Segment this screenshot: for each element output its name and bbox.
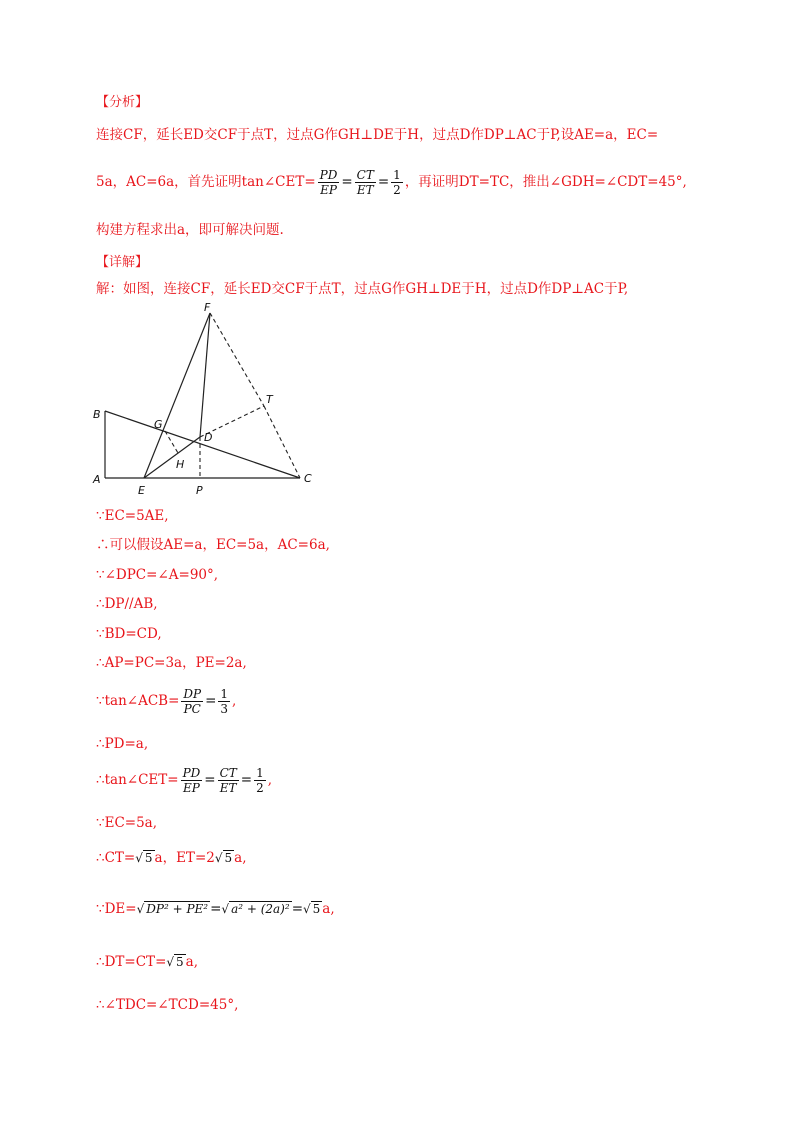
detail-intro: 解：如图，连接CF，延长ED交CF于点T，过点G作GH⊥DE于H，过点D作DP⊥AC于P, (96, 281, 629, 297)
fraction-numerator: 1 (393, 168, 401, 182)
label-g: G (154, 418, 163, 431)
sqrt-five: √ 5 (214, 851, 233, 865)
fraction-one-third (218, 687, 230, 716)
label-h: H (176, 458, 185, 471)
radicand: 5 (312, 902, 321, 916)
step-9-start: ∴tan∠CET= (96, 772, 179, 788)
fraction-numerator: PD (319, 168, 338, 182)
fraction-denominator: ET (356, 183, 374, 197)
step-11-start: ∴CT= (96, 850, 136, 866)
fraction-numerator: CT (356, 168, 374, 182)
geometry-figure (92, 300, 332, 500)
fraction-numerator: CT (219, 766, 237, 780)
analysis-line-2 (96, 168, 687, 197)
step-7 (96, 687, 236, 716)
label-c: C (304, 472, 312, 485)
equals-sign: = (291, 901, 303, 917)
analysis-line-3: 构建方程求出a，即可解决问题. (96, 222, 284, 238)
equals-sign: = (240, 772, 253, 788)
equals-sign: = (210, 901, 222, 917)
step-11-end: a, (234, 850, 247, 866)
segment-fd (200, 313, 210, 437)
step-12 (96, 903, 335, 917)
sqrt-five: √ 5 (303, 902, 321, 916)
step-2: ∴可以假设AE=a，EC=5a，AC=6a, (96, 537, 330, 553)
step-1: ∵EC=5AE, (96, 508, 169, 524)
sqrt-five: √ 5 (135, 851, 153, 865)
radicand: a² + (2a)² (231, 902, 290, 916)
step-8: ∴PD=a, (96, 736, 149, 752)
fraction-numerator: 1 (256, 766, 264, 780)
fraction-numerator: DP (183, 687, 202, 701)
step-14: ∴∠TDC=∠TCD=45°, (96, 997, 239, 1013)
sqrt-five: √ 5 (166, 955, 184, 969)
step-11 (96, 852, 246, 866)
analysis-line-2-start: 5a，AC=6a，首先证明tan∠CET= (96, 174, 316, 190)
fraction-denominator: EP (320, 183, 337, 197)
step-7-start: ∵tan∠ACB= (96, 693, 180, 709)
label-f: F (204, 301, 211, 314)
analysis-line-1: 连接CF，延长ED交CF于点T，过点G作GH⊥DE于H，过点D作DP⊥AC于P,设AE=a，EC= (96, 127, 659, 143)
fraction-denominator: EP (183, 781, 200, 795)
step-13-end: a, (185, 954, 199, 970)
equals-sign: = (341, 174, 353, 190)
label-t: T (266, 393, 273, 406)
step-3: ∵∠DPC=∠A=90°, (96, 567, 219, 583)
step-7-end: , (232, 693, 237, 709)
fraction-denominator: 2 (393, 183, 401, 197)
fraction-pd-ep (318, 168, 340, 197)
label-d: D (204, 431, 213, 444)
sqrt-dp2-pe2: √ DP² + PE² (136, 902, 209, 916)
fraction-ct-et (355, 168, 376, 197)
label-a: A (93, 473, 101, 486)
fraction-dp-pc (181, 687, 203, 716)
equals-sign: = (204, 772, 216, 788)
fraction-denominator: PC (183, 702, 201, 716)
sqrt-a2-2a2: √ a² + (2a)² (221, 902, 290, 916)
fraction-one-half (254, 766, 266, 795)
label-p: P (196, 484, 203, 497)
label-b: B (93, 408, 101, 421)
step-5: ∵BD=CD, (96, 626, 162, 642)
fraction-denominator: 2 (256, 781, 264, 795)
step-10: ∵EC=5a, (96, 815, 158, 831)
step-11-middle: a，ET=2 (154, 850, 215, 866)
radicand: 5 (176, 955, 184, 969)
step-4: ∴DP//AB, (96, 596, 158, 612)
radicand: 5 (224, 851, 233, 865)
radicand: DP² + PE² (146, 902, 209, 916)
analysis-line-2-end: ，再证明DT=TC，推出∠GDH=∠CDT=45°, (404, 174, 687, 190)
fraction-one-half (391, 168, 403, 197)
step-12-start: ∵DE= (96, 901, 137, 917)
segment-ft-dashed (210, 313, 264, 406)
fraction-numerator: PD (182, 766, 201, 780)
fraction-numerator: 1 (220, 687, 229, 701)
step-13 (96, 956, 198, 970)
step-13-start: ∴DT=CT= (96, 954, 167, 970)
label-e: E (138, 484, 145, 497)
segment-bc (105, 411, 300, 478)
radicand: 5 (144, 851, 153, 865)
equals-sign: = (205, 693, 217, 709)
analysis-header: 【分析】 (96, 95, 149, 110)
equals-sign: = (377, 174, 390, 190)
step-6: ∴AP=PC=3a，PE=2a, (96, 655, 247, 671)
fraction-denominator: 3 (220, 702, 229, 716)
step-12-end: a, (322, 901, 335, 917)
step-9-end: , (267, 772, 273, 788)
step-9 (96, 766, 272, 795)
fraction-denominator: ET (219, 781, 237, 795)
fraction-pd-ep (181, 766, 203, 795)
fraction-ct-et (218, 766, 239, 795)
detail-header: 【详解】 (96, 255, 149, 270)
